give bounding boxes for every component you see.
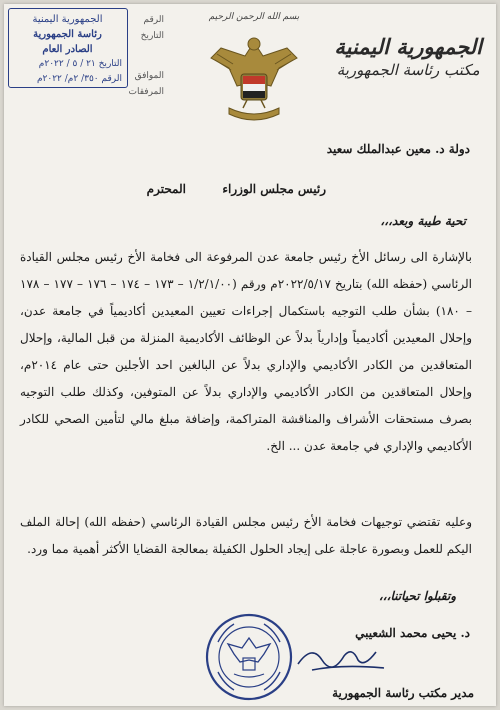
incoming-stamp [8, 8, 128, 88]
letter-page [4, 4, 496, 706]
addressee-title: رئيس مجلس الوزراء [222, 182, 326, 196]
signatory-position: مدير مكتب رئاسة الجمهورية [332, 686, 474, 700]
handwritten-signature [292, 634, 392, 682]
ref-label-number: الرقم [143, 15, 164, 25]
org-name: الجمهورية اليمنية [334, 34, 482, 59]
ref-label-corresponding: الموافق [134, 71, 164, 81]
basmala: بسم الله الرحمن الرحيم [208, 12, 300, 22]
office-name: مكتب رئاسة الجمهورية [336, 61, 480, 79]
reference-labels [128, 12, 164, 100]
body-paragraph-2: وعليه تقتضي توجيهات فخامة الأخ رئيس مجلس القيادة الرئاسي (حفظه الله) إحالة الملف اليكم للعمل وبصورة عاجلة على إيجاد الحلول الكفيلة بمعالجة القضايا الأكثر أهمية مما ورد. [20, 515, 472, 556]
honorific: المحترم [146, 182, 186, 196]
stamp-line-3: الصادر العام [42, 44, 93, 55]
ref-label-date: التاريخ [140, 31, 164, 41]
stamp-date: التاريخ ٢١ / ٥ / ٢٠٢٢م [38, 59, 122, 69]
stamp-line-2: رئاسة الجمهورية [33, 29, 102, 40]
stamp-line-1: الجمهورية اليمنية [32, 14, 103, 25]
body-paragraph-1: بالإشارة الى رسائل الأخ رئيس جامعة عدن المرفوعة الى فخامة الأخ رئيس مجلس القيادة الرئاسي (حفظه الله) بتاريخ ٢٠٢٢/٥/١٧م ورقم (١/٢/١/٠٠ – ١٧٣ – ١٧٤ – ١٧٦ – ١٧٧ – ١٧٨ – ١٨٠) بشأن طلب التوجيه باستكمال إجراءات تعيين المعيدين أكاديمياً في جامعة عدن، وإحلال المعيدين أكاديمياً وإدارياً بدلاً عن الوظائف الأكاديمية المنزلة من قبل المالية، وإحلال المتعاقدين من الكادر الأكاديمي والإداري بدلاً عن البالغين احد الأجلين حتى عام ٢٠١٤م، وإحلال المتعاقدين من الكادر الأكاديمي والإداري بدلاً عن المتوفين، وكذلك طلب التوجيه بصرف مستحقات الأشراف والمناقشة المتراكمة، وإضافة مبلغ مالي لتأمين الصحي للكادر الأكاديمي والإداري في جامعة عدن ... الخ. [20, 250, 472, 453]
greeting: تحية طيبة وبعد،،، [380, 214, 466, 228]
eagle-emblem-icon [207, 28, 301, 128]
closing: وتقبلوا تحياتنا،،، [378, 589, 456, 603]
stamp-number: الرقم ٣٥٠/ ٢م/ ٢٠٢٢م [36, 74, 122, 84]
letterhead-org [334, 34, 482, 79]
official-seal-icon [204, 612, 294, 702]
ref-label-attachments: المرفقات [128, 87, 164, 97]
addressee: دولة د. معين عبدالملك سعيد [326, 142, 470, 156]
signatory-name: د. يحيى محمد الشعيبي [355, 626, 470, 640]
